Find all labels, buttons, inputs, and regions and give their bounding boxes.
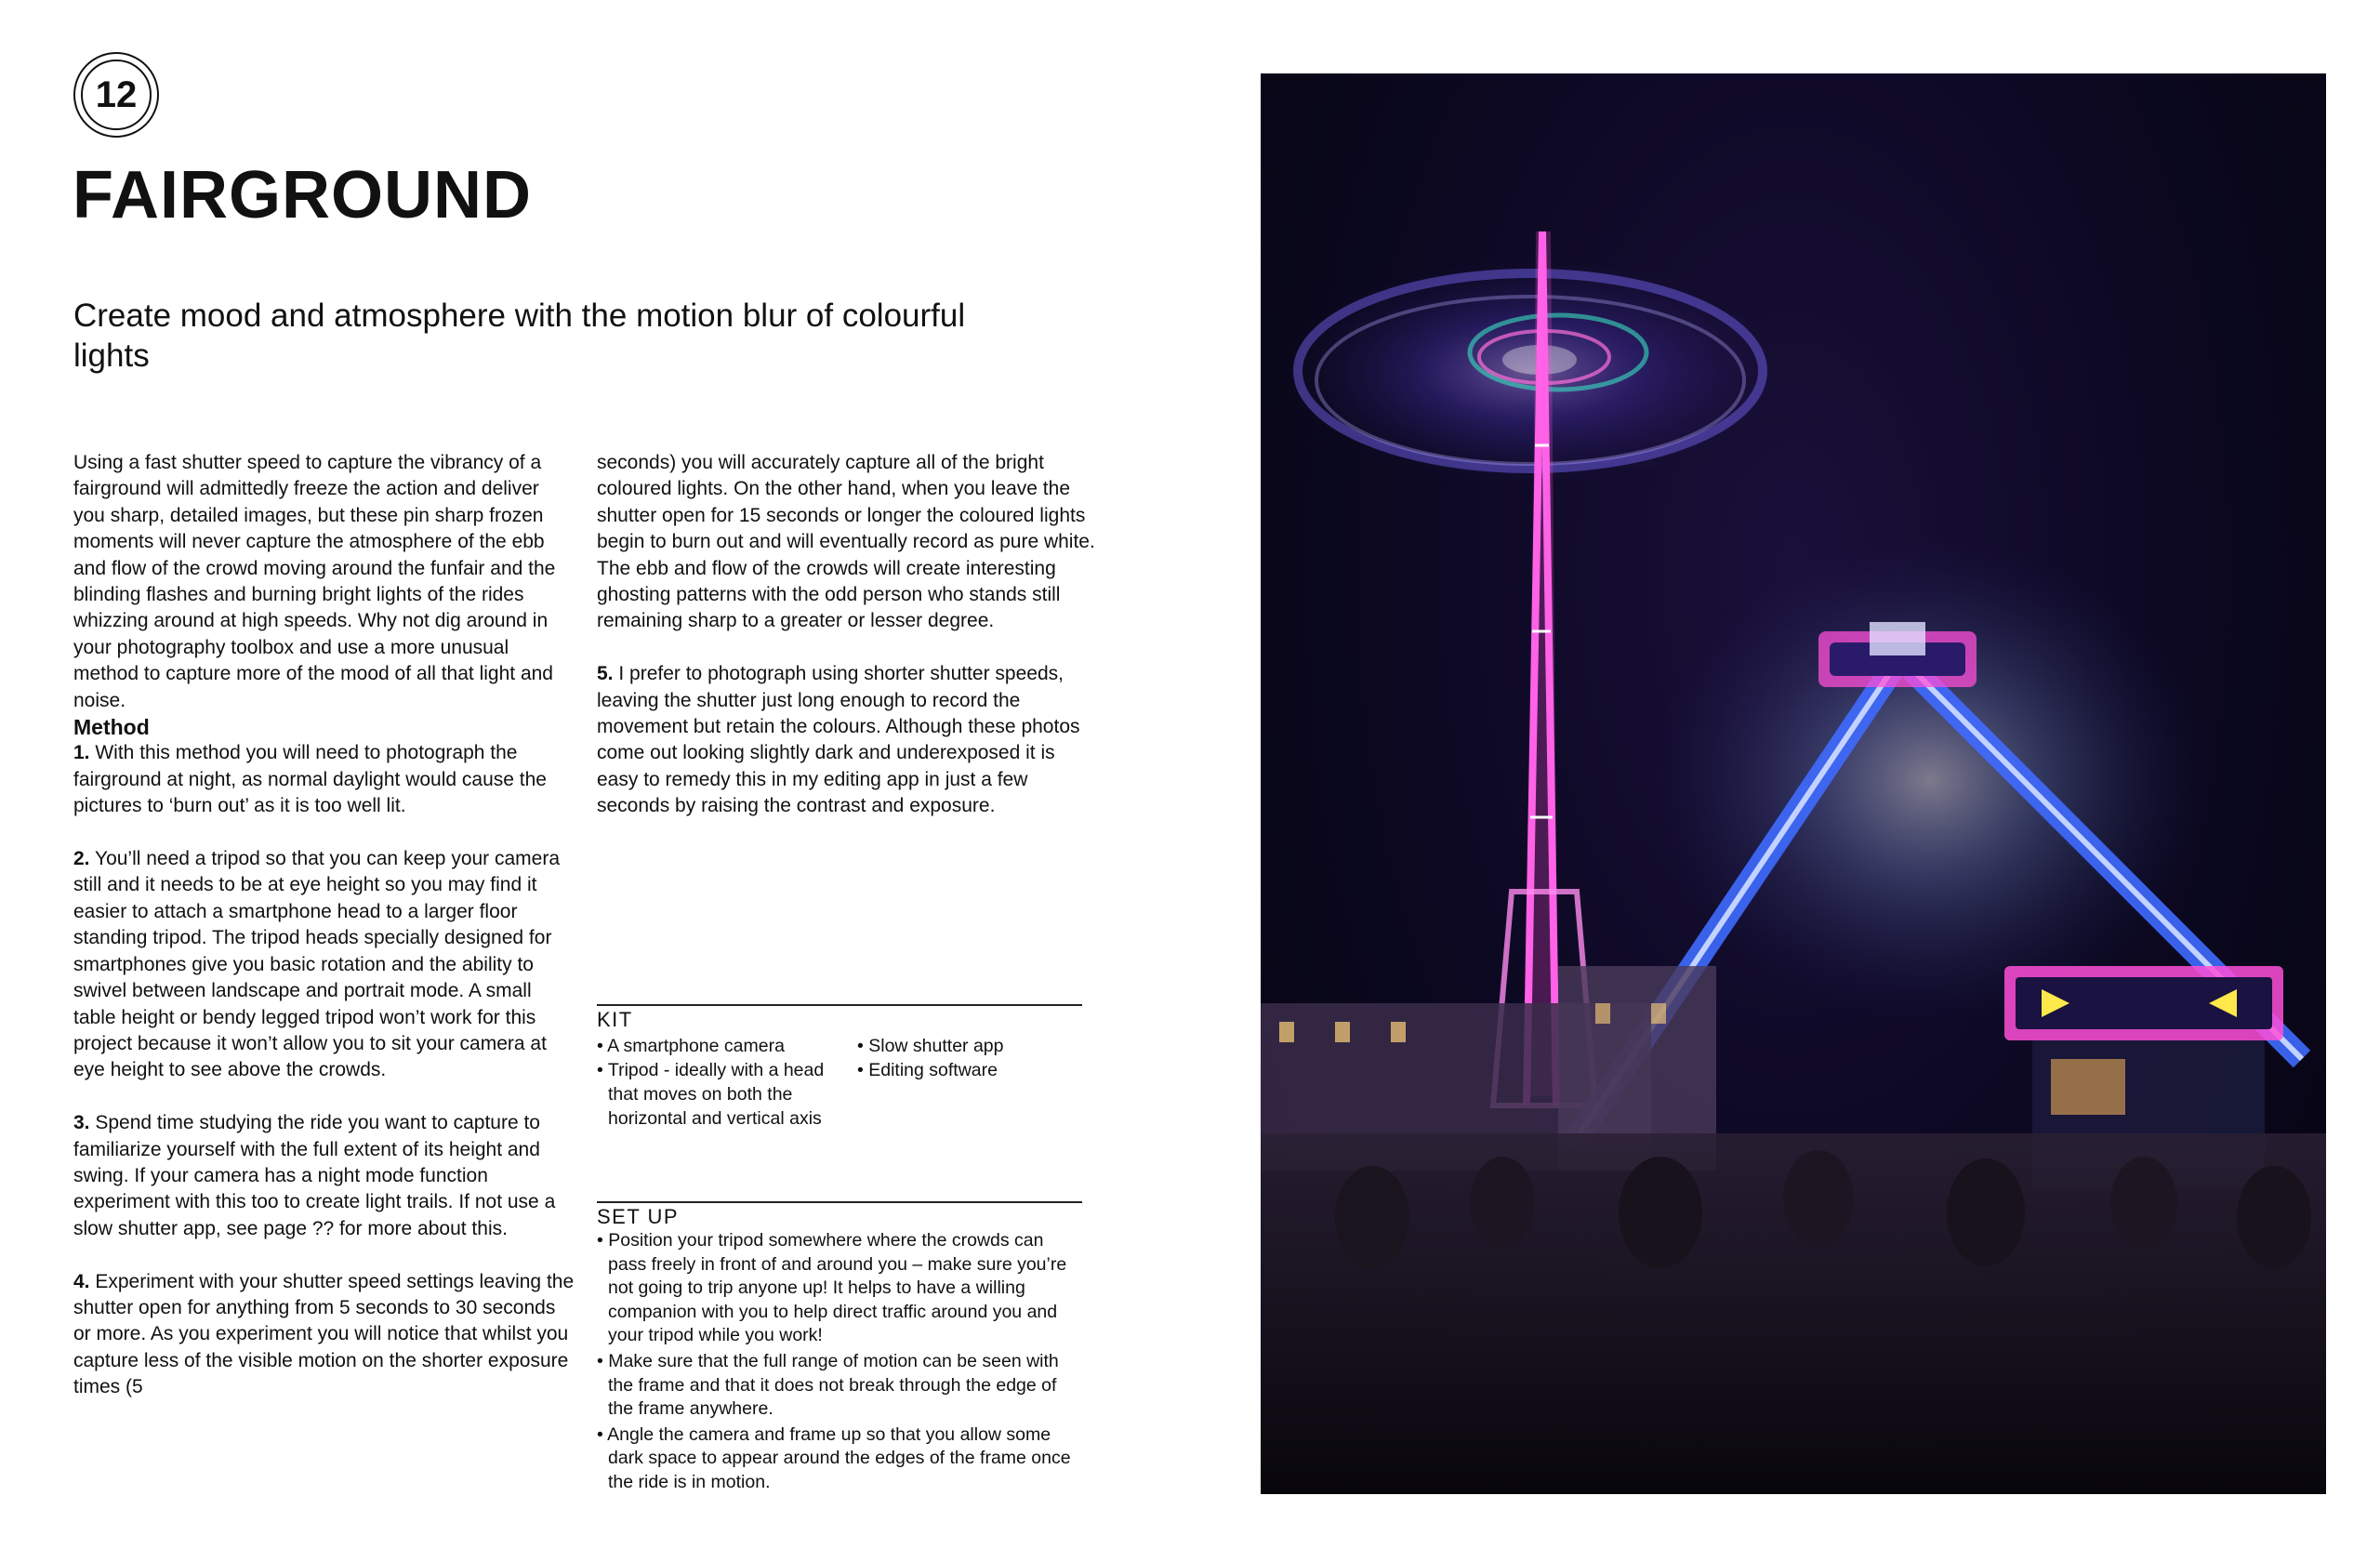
page-title: FAIRGROUND — [73, 158, 532, 232]
fairground-photo — [1261, 73, 2326, 1494]
kit-list-right — [857, 1034, 1080, 1082]
step-text: I prefer to photograph using shorter shutter speeds, leaving the shutter just long enough to record the movement but retain the colours. Although these photos come out looking slightly dark and underexposed it is easy to remedy this in my editing app in just a few seconds by raising the contrast and exposure. — [597, 663, 1080, 817]
setup-item: • Angle the camera and frame up so that you allow some dark space to appear around the edges of the frame once the ride is in motion. — [597, 1423, 1071, 1492]
method-heading: Method — [73, 715, 150, 740]
intro-paragraph: Using a fast shutter speed to capture the vibrancy of a fairground will admittedly freeze the action and deliver you sharp, detailed images, but these pin sharp frozen moments will never capture the atmosphere of the ebb and flow of the crowd moving around the funfair and the blinding flashes and burning bright lights of the rides whizzing around at high speeds. Why not dig around in your photography toolbox and use a more unusual method to capture more of the mood of all that light and noise. — [73, 452, 556, 711]
step-2 — [73, 846, 575, 1084]
setup-list — [597, 1229, 1082, 1497]
spinning-ride-halo — [1284, 259, 1777, 483]
setup-heading: SET UP — [597, 1205, 680, 1228]
kit-divider — [597, 1004, 1082, 1006]
step-number: 3. — [73, 1112, 90, 1134]
step-text: Spend time studying the ride you want to capture to familiarize yourself with the full extent of its height and swing. If your camera has a night mode function experiment with this too to create light trails. If not use a slow shutter app, see page ?? for more about this. — [73, 1112, 556, 1239]
step-4 — [73, 1269, 575, 1401]
kit-item: • Slow shutter app — [857, 1036, 1004, 1056]
step-3 — [73, 1110, 575, 1242]
kit-heading: KIT — [597, 1008, 633, 1031]
setup-item: • Make sure that the full range of motion can be seen with the frame and that it does not break through the edge of the frame anywhere. — [597, 1350, 1059, 1420]
step-number: 5. — [597, 663, 614, 685]
setup-item: • Position your tripod somewhere where the crowds can pass freely in front of and around you – make sure you’re not going to trip anyone up! It helps to have a willing companion with you to help direct traffic around you and your tripod while you work! — [597, 1230, 1067, 1346]
fairground-illustration — [1261, 73, 2326, 1494]
kit-item: • Editing software — [857, 1060, 998, 1080]
step-text: Experiment with your shutter speed settings leaving the shutter open for anything from 5 seconds to 30 seconds or more. As you experiment you will notice that whilst you capture less of the visible motion on the shorter exposure times (5 — [73, 1270, 575, 1398]
kit-list-left — [597, 1034, 834, 1131]
step-number: 1. — [73, 742, 90, 764]
step-text: With this method you will need to photograph the fairground at night, as normal daylight would cause the pictures to ‘burn out’ as it is too well lit. — [73, 742, 547, 817]
step-text: You’ll need a tripod so that you can keep your camera still and it needs to be at eye height so you may find it easier to attach a smartphone head to a larger floor standing tripod. The tripod heads specially designed for smartphones give you basic rotation and the ability to swivel between landscape and portrait mode. A small table height or bendy legged tripod won’t work for this project because it won’t allow you to sit your camera at eye height to see above the crowds. — [73, 848, 561, 1081]
kit-item: • A smartphone camera — [597, 1036, 785, 1056]
kit-item: • Tripod - ideally with a head that moves on both the horizontal and vertical axis — [597, 1060, 825, 1129]
step-1 — [73, 740, 575, 819]
step-5 — [597, 661, 1099, 819]
crowd-silhouettes — [1261, 1133, 2326, 1494]
page-number-badge — [73, 52, 159, 138]
step-number: 2. — [73, 848, 90, 870]
step-number: 4. — [73, 1270, 90, 1292]
text-column-left — [73, 450, 575, 1401]
text-column-right — [597, 450, 1099, 820]
page-number: 12 — [95, 74, 138, 115]
page-subtitle: Create mood and atmosphere with the motion blur of colourful lights — [73, 298, 966, 374]
step-4-continued: seconds) you will accurately capture all of the bright coloured lights. On the other hand, when you leave the shutter open for 15 seconds or longer the coloured lights begin to burn out and will eventually record as pure white. The ebb and flow of the crowds will create interesting ghosting patterns with the odd person who stands still remaining sharp to a greater or lesser degree. — [597, 452, 1095, 632]
setup-divider — [597, 1201, 1082, 1203]
